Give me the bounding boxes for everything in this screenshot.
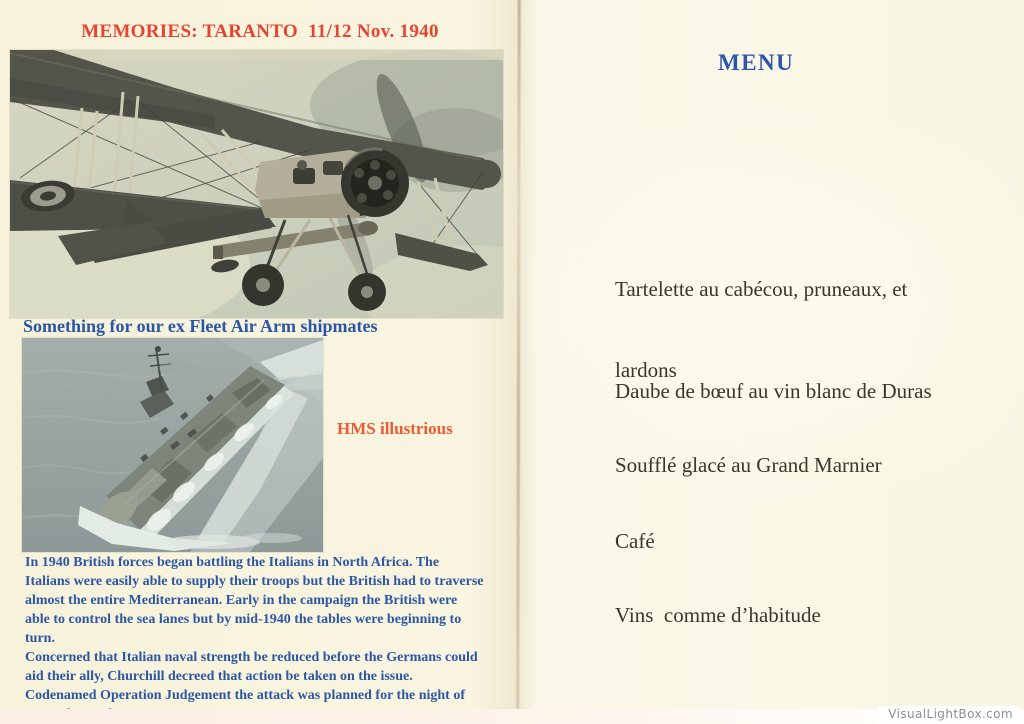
swordfish-photo <box>10 50 503 318</box>
menu-item-line: Soufflé glacé au Grand Marnier <box>615 453 882 477</box>
menu-item-line: Daube de bœuf au vin blanc de Duras <box>615 379 932 403</box>
carrier-photo-image <box>22 338 323 552</box>
history-line: almost the entire Mediterranean. Early in the campaign the British were <box>25 593 458 608</box>
menu-item-line: Vins comme d’habitude <box>615 603 821 627</box>
menu-item-line: lardons <box>615 358 677 382</box>
history-line: Italians were easily able to supply their troops but the British had to traverse <box>25 574 484 589</box>
history-line: Concerned that Italian naval strength be reduced before the Germans could <box>25 650 478 665</box>
menu-item-vins <box>615 548 995 683</box>
menu-item-line: Café <box>615 529 655 553</box>
history-line: able to control the sea lanes but by mid-1940 the tables were beginning to <box>25 612 462 627</box>
visuallightbox-watermark-link[interactable]: VisualLightBox.com <box>878 706 1019 723</box>
carrier-photo <box>22 338 323 552</box>
right-page <box>520 0 1024 724</box>
history-line: Codenamed Operation Judgement the attack was planned for the night of <box>25 688 465 703</box>
history-line: turn. <box>25 631 55 646</box>
plane-caption: Something for our ex Fleet Air Arm shipmates <box>23 316 378 336</box>
swordfish-photo-image <box>10 50 503 318</box>
menu-item-line: Tartelette au cabécou, pruneaux, et <box>615 277 908 301</box>
ship-label: HMS illustrious <box>337 419 453 438</box>
history-line: In 1940 British forces began battling the Italians in North Africa. The <box>25 555 440 570</box>
history-text <box>25 553 525 724</box>
scan-bottom-edge <box>0 709 1024 724</box>
menu-heading: MENU <box>718 50 795 75</box>
page-title: MEMORIES: TARANTO 11/12 Nov. 1940 <box>81 21 439 42</box>
history-line: aid their ally, Churchill decreed that action be taken on the issue. <box>25 669 413 684</box>
